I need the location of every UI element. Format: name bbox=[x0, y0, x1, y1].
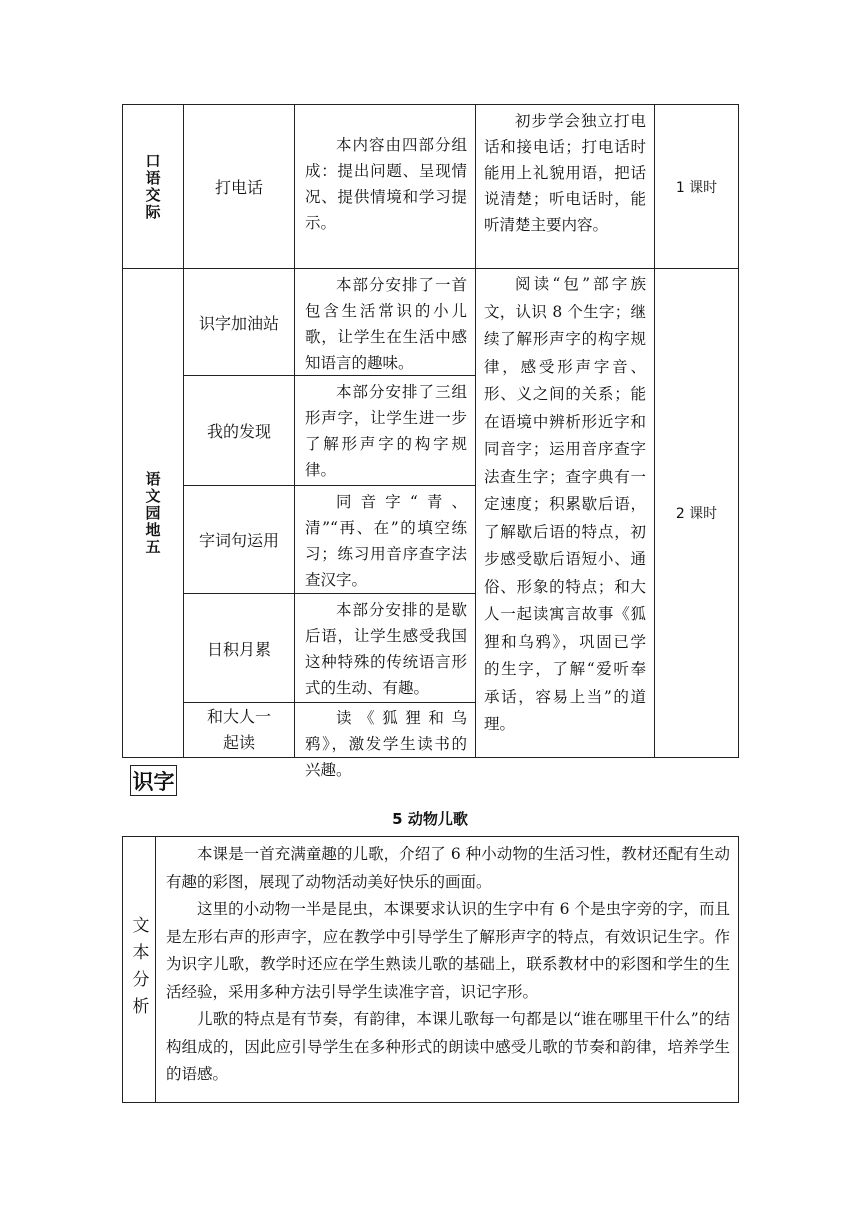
content-text: 本部分安排了三组形声字，让学生进一步了解形声字的构字规律。 bbox=[305, 383, 467, 479]
content-cell bbox=[294, 593, 476, 703]
hours-cell bbox=[654, 268, 739, 758]
hours-label: 2 课时 bbox=[675, 506, 718, 522]
content-text: 本部分安排的是歇后语，让学生感受我国这种特殊的传统语言形式的生动、有趣。 bbox=[305, 601, 467, 697]
category-label: 口语交际 bbox=[143, 152, 162, 221]
analysis-paragraph: 儿歌的特点是有节奏，有韵律，本课儿歌每一句都是以“谁在哪里干什么”的结构组成的，因此应引导学生在多种形式的朗读中感受儿歌的节奏和韵律，培养学生的语感。 bbox=[166, 1010, 730, 1083]
content-text: 本部分安排了一首包含生活常识的小儿歌，让学生在生活中感知语言的趣味。 bbox=[305, 276, 467, 372]
goal-cell bbox=[475, 268, 655, 758]
content-cell bbox=[294, 268, 476, 376]
content-cell bbox=[294, 485, 476, 594]
content-cell bbox=[294, 375, 476, 486]
content-cell bbox=[294, 104, 476, 269]
item-label: 和大人一起读 bbox=[206, 707, 271, 752]
item-label: 识字加油站 bbox=[198, 313, 279, 333]
analysis-paragraph: 本课是一首充满童趣的儿歌，介绍了 6 种小动物的生活习性，教材还配有生动有趣的彩图，展现了动物活动美好快乐的画面。 bbox=[166, 845, 730, 891]
lesson-title: 5 动物儿歌 bbox=[392, 810, 468, 828]
category-cell bbox=[122, 268, 184, 758]
analysis-content-cell bbox=[155, 836, 739, 1103]
goal-text: 阅读“包”部字族文，认识 8 个生字；继续了解形声字的构字规律，感受形声字音、形、义之间的关系；能在语境中辨析形近字和同音字；运用音序查字法查生字；查字典有一定速度；积累歇后语，了解歇后语的特点，初步感受歇后语短小、通俗、形象的特点；和大人一起读寓言故事《狐狸和乌鸦》，巩固已学的生字，了解“爱听奉承话，容易上当”的道理。 bbox=[484, 275, 646, 733]
category-cell bbox=[122, 104, 184, 269]
item-cell bbox=[183, 702, 295, 758]
item-cell bbox=[183, 104, 295, 269]
analysis-paragraph: 这里的小动物一半是昆虫，本课要求认识的生字中有 6 个是虫字旁的字，而且是左形右声的形声字，应在教学中引导学生了解形声字的特点，有效识记生字。作为识字儿歌，教学时还应在学生熟读儿歌的基础上，联系教材中的彩图和学生的生活经验，采用多种方法引导学生读准字音，识记字形。 bbox=[166, 900, 730, 1001]
item-label: 字词句运用 bbox=[198, 531, 279, 550]
item-label: 打电话 bbox=[214, 178, 263, 197]
item-cell bbox=[183, 485, 295, 594]
content-text: 同音字“青、清”“再、在”的填空练习；练习用音序查字法查汉字。 bbox=[305, 493, 467, 589]
section-label: 识字 bbox=[132, 769, 175, 794]
hours-cell bbox=[654, 104, 739, 269]
item-cell bbox=[183, 593, 295, 703]
section-label-box bbox=[130, 765, 177, 796]
content-text: 读《狐狸和乌鸦》，激发学生读书的兴趣。 bbox=[305, 709, 467, 779]
item-cell bbox=[183, 375, 295, 486]
analysis-label: 文本分析 bbox=[128, 915, 149, 1024]
category-label: 语文园地五 bbox=[143, 470, 162, 556]
item-cell bbox=[183, 268, 295, 376]
goal-text: 初步学会独立打电话和接电话；打电话时能用上礼貌用语，把话说清楚；听电话时，能听清楚主要内容。 bbox=[484, 112, 646, 234]
hours-label: 1 课时 bbox=[675, 179, 718, 196]
goal-cell bbox=[475, 104, 655, 269]
content-text: 本内容由四部分组成：提出问题、呈现情况、提供情境和学习提示。 bbox=[305, 136, 467, 232]
item-label: 日积月累 bbox=[206, 639, 271, 659]
content-cell bbox=[294, 702, 476, 779]
analysis-label-cell bbox=[122, 836, 156, 1103]
item-label: 我的发现 bbox=[206, 422, 271, 441]
